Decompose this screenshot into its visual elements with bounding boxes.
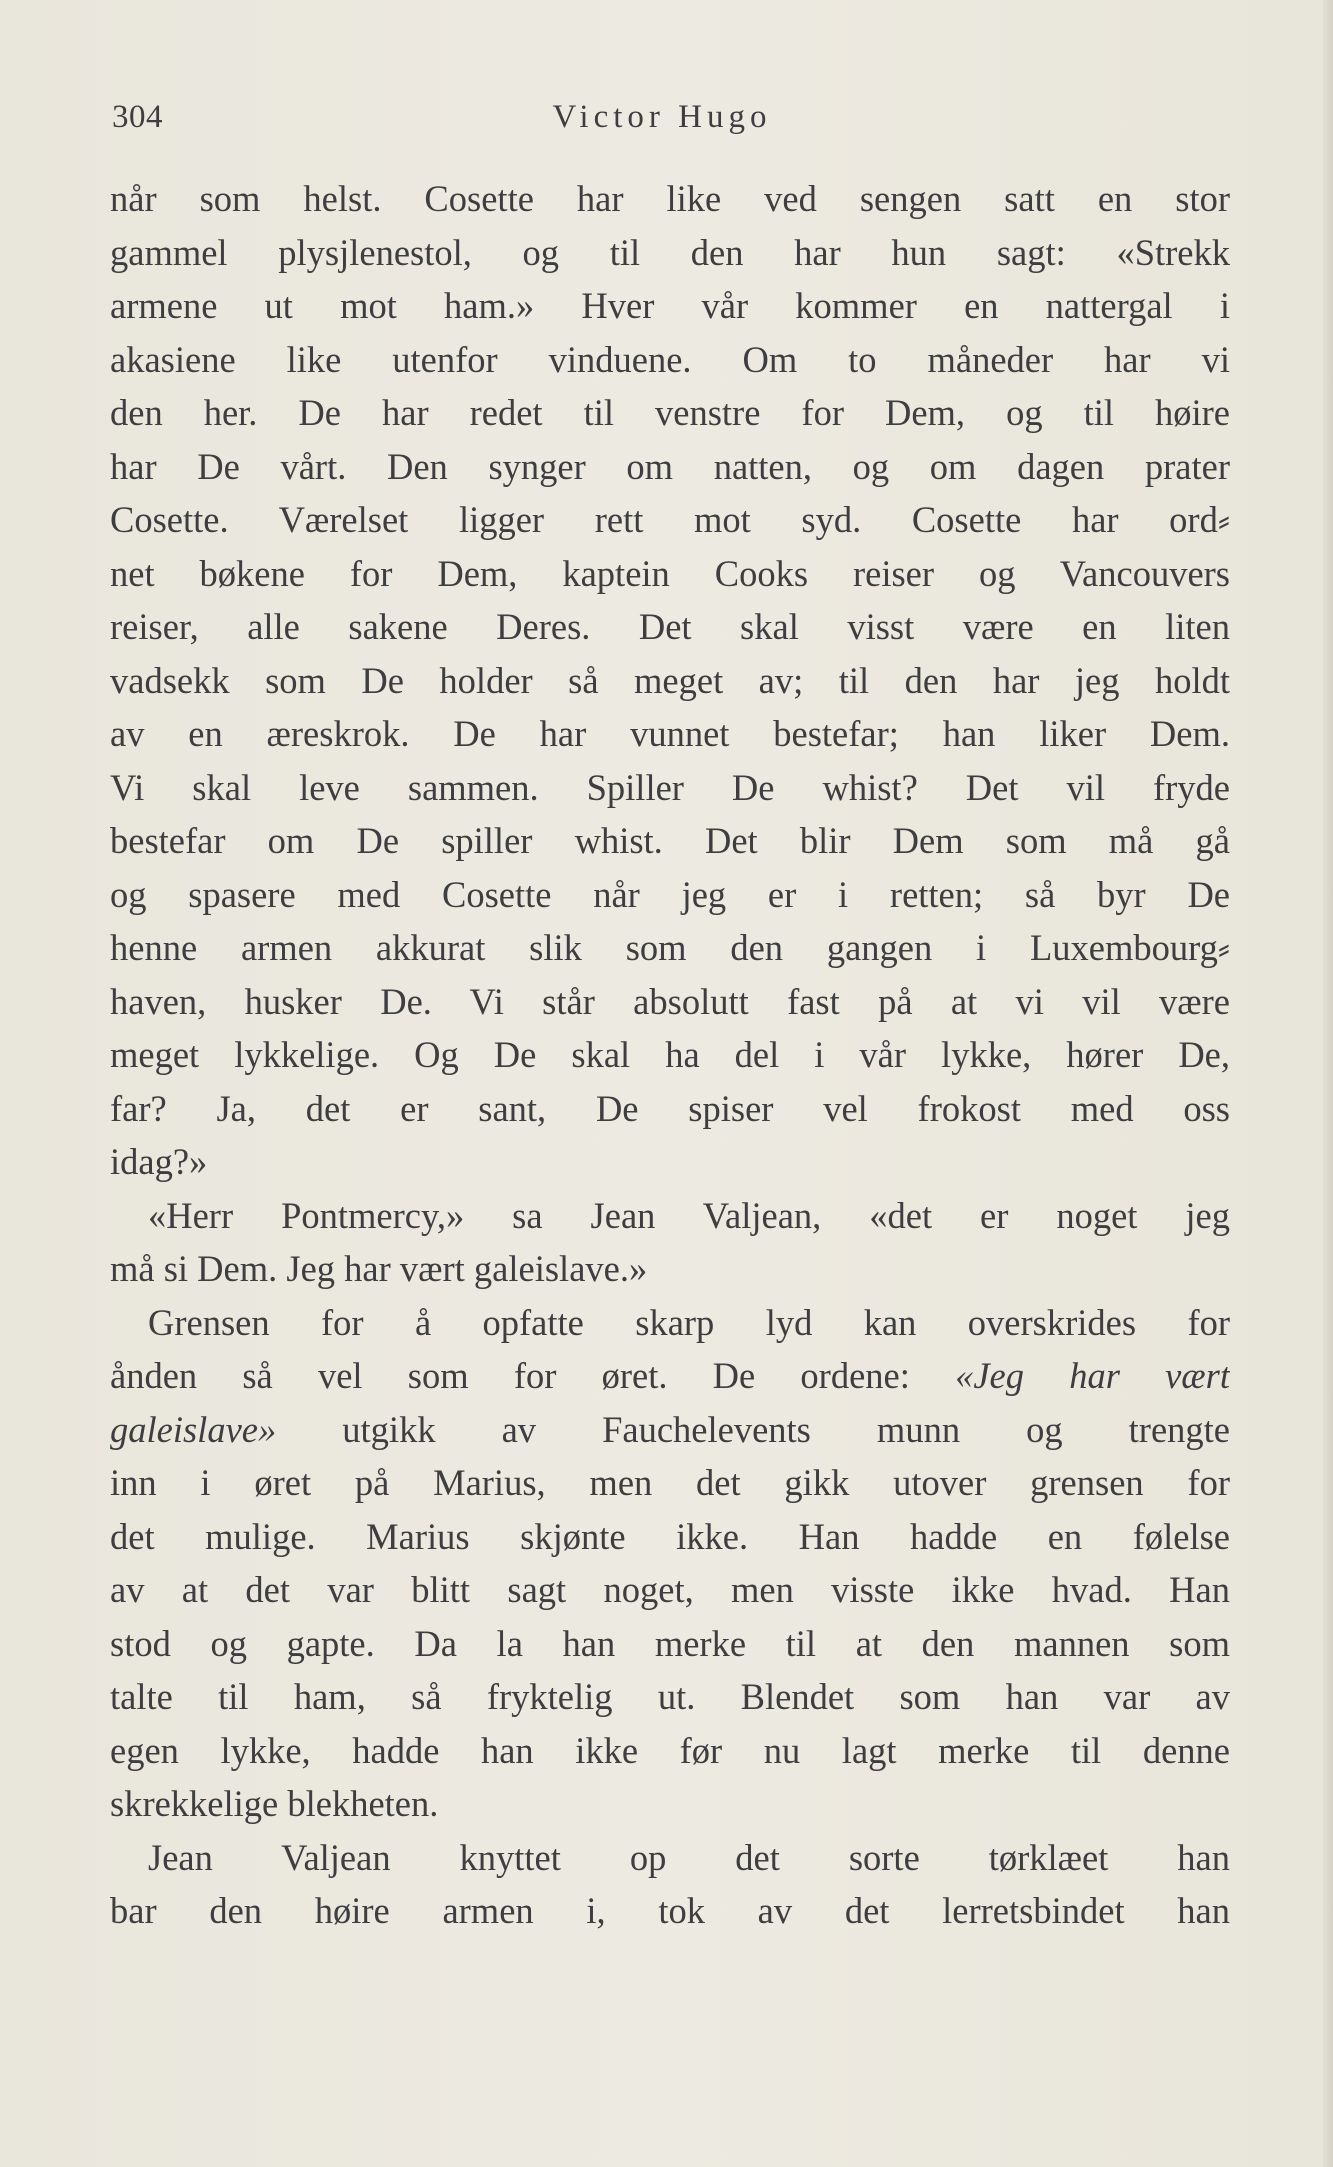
text-line: bar den høire armen i, tok av det lerretsbindet han (110, 1890, 1230, 1931)
italic-quote: galeislave» (110, 1408, 277, 1450)
text-line: talte til ham, så fryktelig ut. Blendet som han var av (110, 1676, 1230, 1717)
text-segment: utgikk av Fauchelevents munn og trengte (342, 1408, 1230, 1450)
page-number: 304 (112, 99, 163, 135)
text-line: far? Ja, det er sant, De spiser vel frokost med oss (110, 1087, 1230, 1129)
italic-quote: «Jeg har vært (955, 1355, 1230, 1396)
text-line: og spasere med Cosette når jeg er i retten; så byr De (110, 873, 1230, 915)
text-line: Jean Valjean knyttet op det sorte tørklæet han (148, 1836, 1230, 1878)
text-line: meget lykkelige. Og De skal ha del i vår lykke, hører De, (110, 1034, 1230, 1075)
page-header (112, 92, 1232, 142)
text-line: henne armen akkurat slik som den gangen i Luxembourg⸗ (110, 927, 1230, 968)
text-line: reiser, alle sakene Deres. Det skal visst være en liten (110, 606, 1230, 647)
text-line: haven, husker De. Vi står absolutt fast på at vi vil være (110, 980, 1230, 1022)
text-line: gammel plysjlenestol, og til den har hun sagt: «Strekk (110, 231, 1230, 273)
text-line: den her. De har redet til venstre for Dem, og til høire (110, 392, 1230, 433)
text-line: stod og gapte. Da la han merke til at den mannen som (110, 1622, 1230, 1664)
text-line: Cosette. Værelset ligger rett mot syd. Cosette har ord⸗ (110, 499, 1230, 540)
text-line: egen lykke, hadde han ikke før nu lagt merke til denne (110, 1729, 1230, 1771)
text-line: av at det var blitt sagt noget, men visste ikke hvad. Han (110, 1569, 1230, 1610)
text-line (110, 1349, 1230, 1403)
text-line: det mulige. Marius skjønte ikke. Han hadde en følelse (110, 1515, 1230, 1557)
text-line: har De vårt. Den synger om natten, og om dagen prater (110, 445, 1230, 487)
text-line: Grensen for å opfatte skarp lyd kan overskrides for (148, 1301, 1230, 1343)
text-line: bestefar om De spiller whist. Det blir Dem som må gå (110, 820, 1230, 861)
text-line: skrekkelige blekheten. (110, 1783, 439, 1824)
text-line: Vi skal leve sammen. Spiller De whist? Det vil fryde (110, 766, 1230, 808)
body-text (110, 172, 1230, 1938)
text-segment: ånden så vel som for øret. De ordene: (110, 1355, 910, 1396)
text-line: armene ut mot ham.» Hver vår kommer en nattergal i (110, 285, 1230, 326)
text-line: net bøkene for Dem, kaptein Cooks reiser og Vancouvers (110, 552, 1230, 594)
page-edge-shadow (1323, 0, 1333, 2167)
running-title: Victor Hugo (552, 99, 772, 135)
text-line: av en æreskrok. De har vunnet bestefar; han liker Dem. (110, 713, 1230, 754)
text-line: inn i øret på Marius, men det gikk utover grensen for (110, 1462, 1230, 1503)
text-line (110, 1403, 1230, 1457)
text-line: akasiene like utenfor vinduene. Om to måneder har vi (110, 338, 1230, 380)
text-line: idag?» (110, 1141, 208, 1182)
text-line: når som helst. Cosette har like ved sengen satt en stor (110, 178, 1230, 219)
text-line: vadsekk som De holder så meget av; til den har jeg holdt (110, 659, 1230, 701)
text-line: «Herr Pontmercy,» sa Jean Valjean, «det er noget jeg (148, 1194, 1230, 1236)
text-line: må si Dem. Jeg har vært galeislave.» (110, 1248, 648, 1289)
